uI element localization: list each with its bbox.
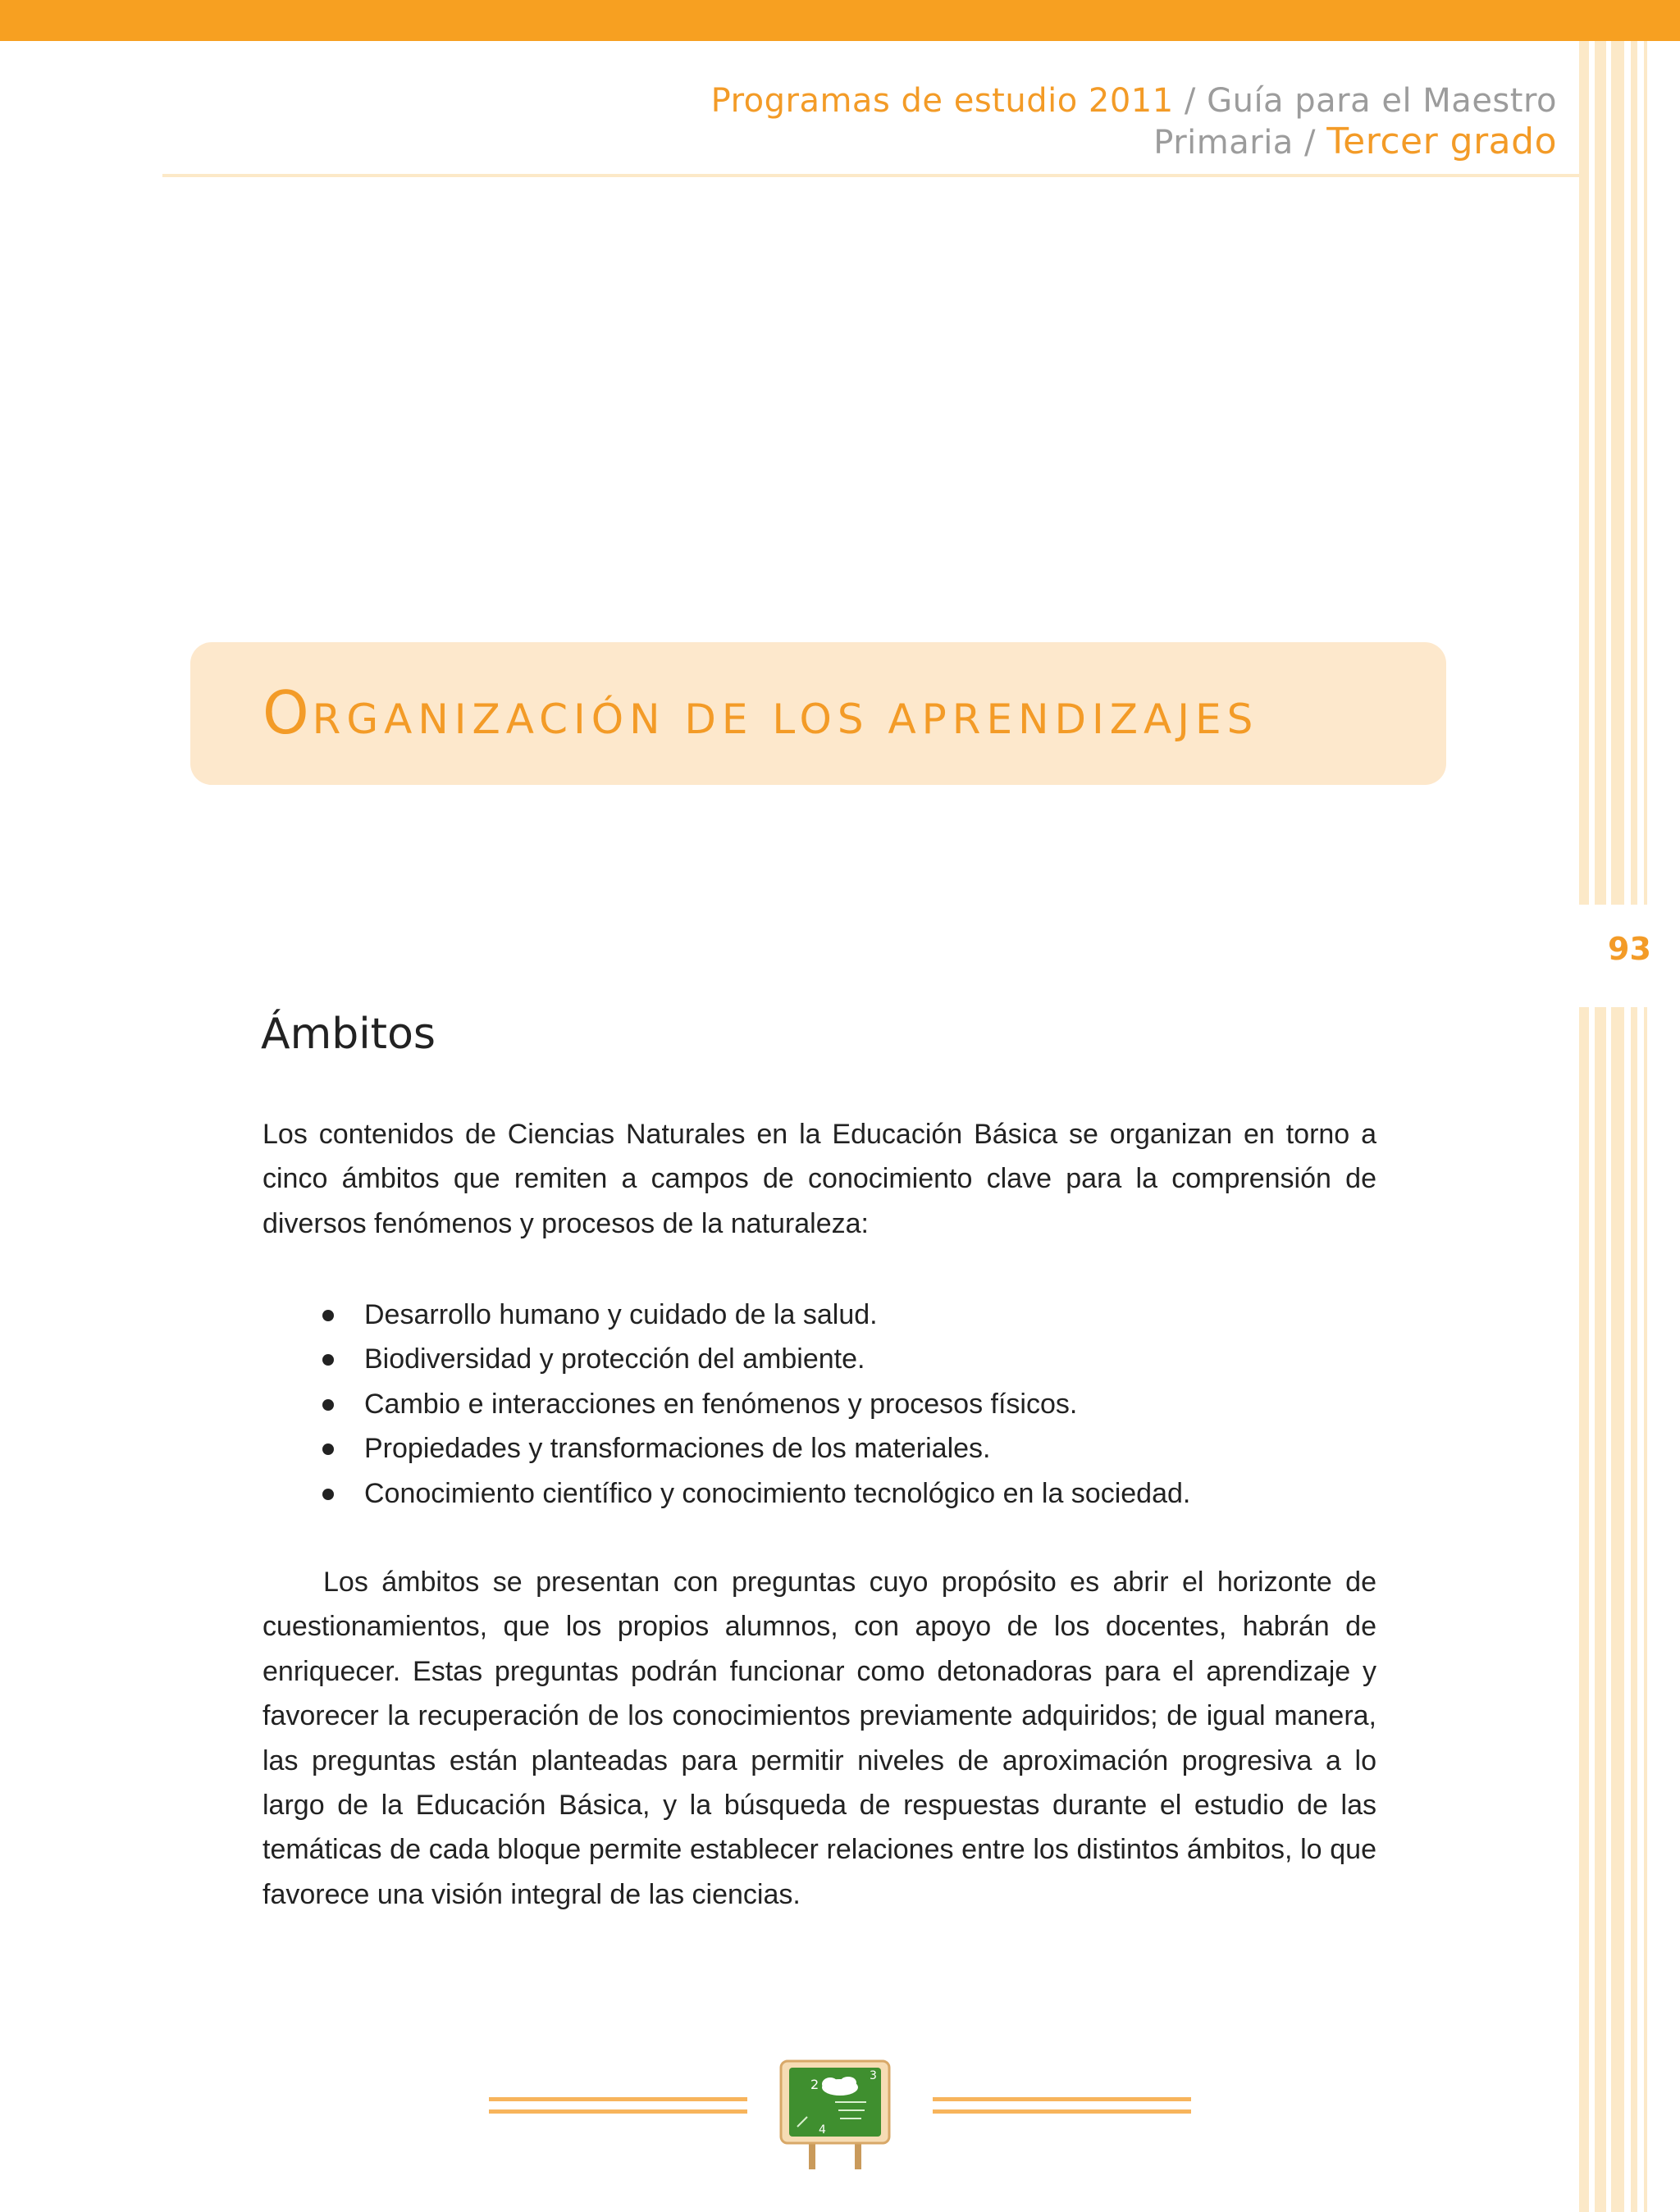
bullet-icon: [322, 1444, 334, 1455]
list-item: Propiedades y transformaciones de los materiales.: [262, 1426, 1411, 1471]
list-item: Biodiversidad y protección del ambiente.: [262, 1337, 1411, 1381]
title-rest: RGANIZACIÓN DE LOS APRENDIZAJES: [312, 696, 1259, 743]
bullet-icon: [322, 1354, 334, 1366]
footer-line-left-top: [489, 2097, 747, 2101]
list-item: Conocimiento científico y conocimiento tecnológico en la sociedad.: [262, 1471, 1411, 1516]
chalk-number-2: 2: [810, 2077, 819, 2092]
bullet-icon: [322, 1310, 334, 1321]
list-item: Cambio e interacciones en fenómenos y procesos físicos.: [262, 1382, 1411, 1426]
header-separator: /: [1173, 82, 1208, 120]
guide-title: Guía para el Maestro: [1207, 82, 1557, 120]
chalk-number-4: 4: [819, 2123, 826, 2137]
intro-paragraph: Los contenidos de Ciencias Naturales en la Educación Básica se organizan en torno a cinco ámbitos que remiten a campos de conocimiento clave para la comprensión de diversos fenómenos y procesos de la naturaleza:: [262, 1119, 1376, 1239]
header-line-2: [711, 121, 1557, 163]
top-accent-bar: [0, 0, 1680, 41]
header-line-1: [711, 80, 1557, 121]
program-title: Programas de estudio 2011: [710, 82, 1174, 120]
body-paragraph: Los ámbitos se presentan con preguntas cuyo propósito es abrir el horizonte de cuestionamientos, que los propios alumnos, con apoyo de los docentes, habrán de enriquecer. Estas preguntas podrán funcionar como detonadoras para el aprendizaje y favorecer la recuperación de los conocimientos previamente adquiridos; de igual manera, las preguntas están planteadas para permitir niveles de aproximación progresiva a lo largo de la Educación Básica, y la búsqueda de respuestas durante el estudio de las temáticas de cada bloque permite establecer relaciones entre los distintos ámbitos, lo que favorece una visión integral de las ciencias.: [262, 1567, 1376, 1910]
header-separator-2: /: [1293, 124, 1327, 162]
bullet-icon: [322, 1489, 334, 1500]
title-initial: O: [262, 678, 313, 747]
footer-line-right-bottom: [933, 2109, 1191, 2114]
chapter-title: [262, 680, 1258, 752]
bullet-icon: [322, 1399, 334, 1411]
footer-line-right-top: [933, 2097, 1191, 2101]
chalk-number-3: 3: [870, 2069, 877, 2082]
level-label: Primaria: [1153, 124, 1294, 162]
header-divider: [162, 174, 1583, 177]
chapter-title-box: [190, 642, 1446, 785]
page-header: [711, 80, 1557, 163]
page-number: 93: [1608, 931, 1651, 967]
list-item: Desarrollo humano y cuidado de la salud.: [262, 1293, 1411, 1337]
ambitos-list: [262, 1293, 1411, 1516]
grade-label: Tercer grado: [1326, 121, 1557, 162]
footer-line-left-bottom: [489, 2109, 747, 2114]
chalkboard-icon: [769, 2056, 901, 2175]
section-heading: Ámbitos: [261, 1010, 436, 1059]
